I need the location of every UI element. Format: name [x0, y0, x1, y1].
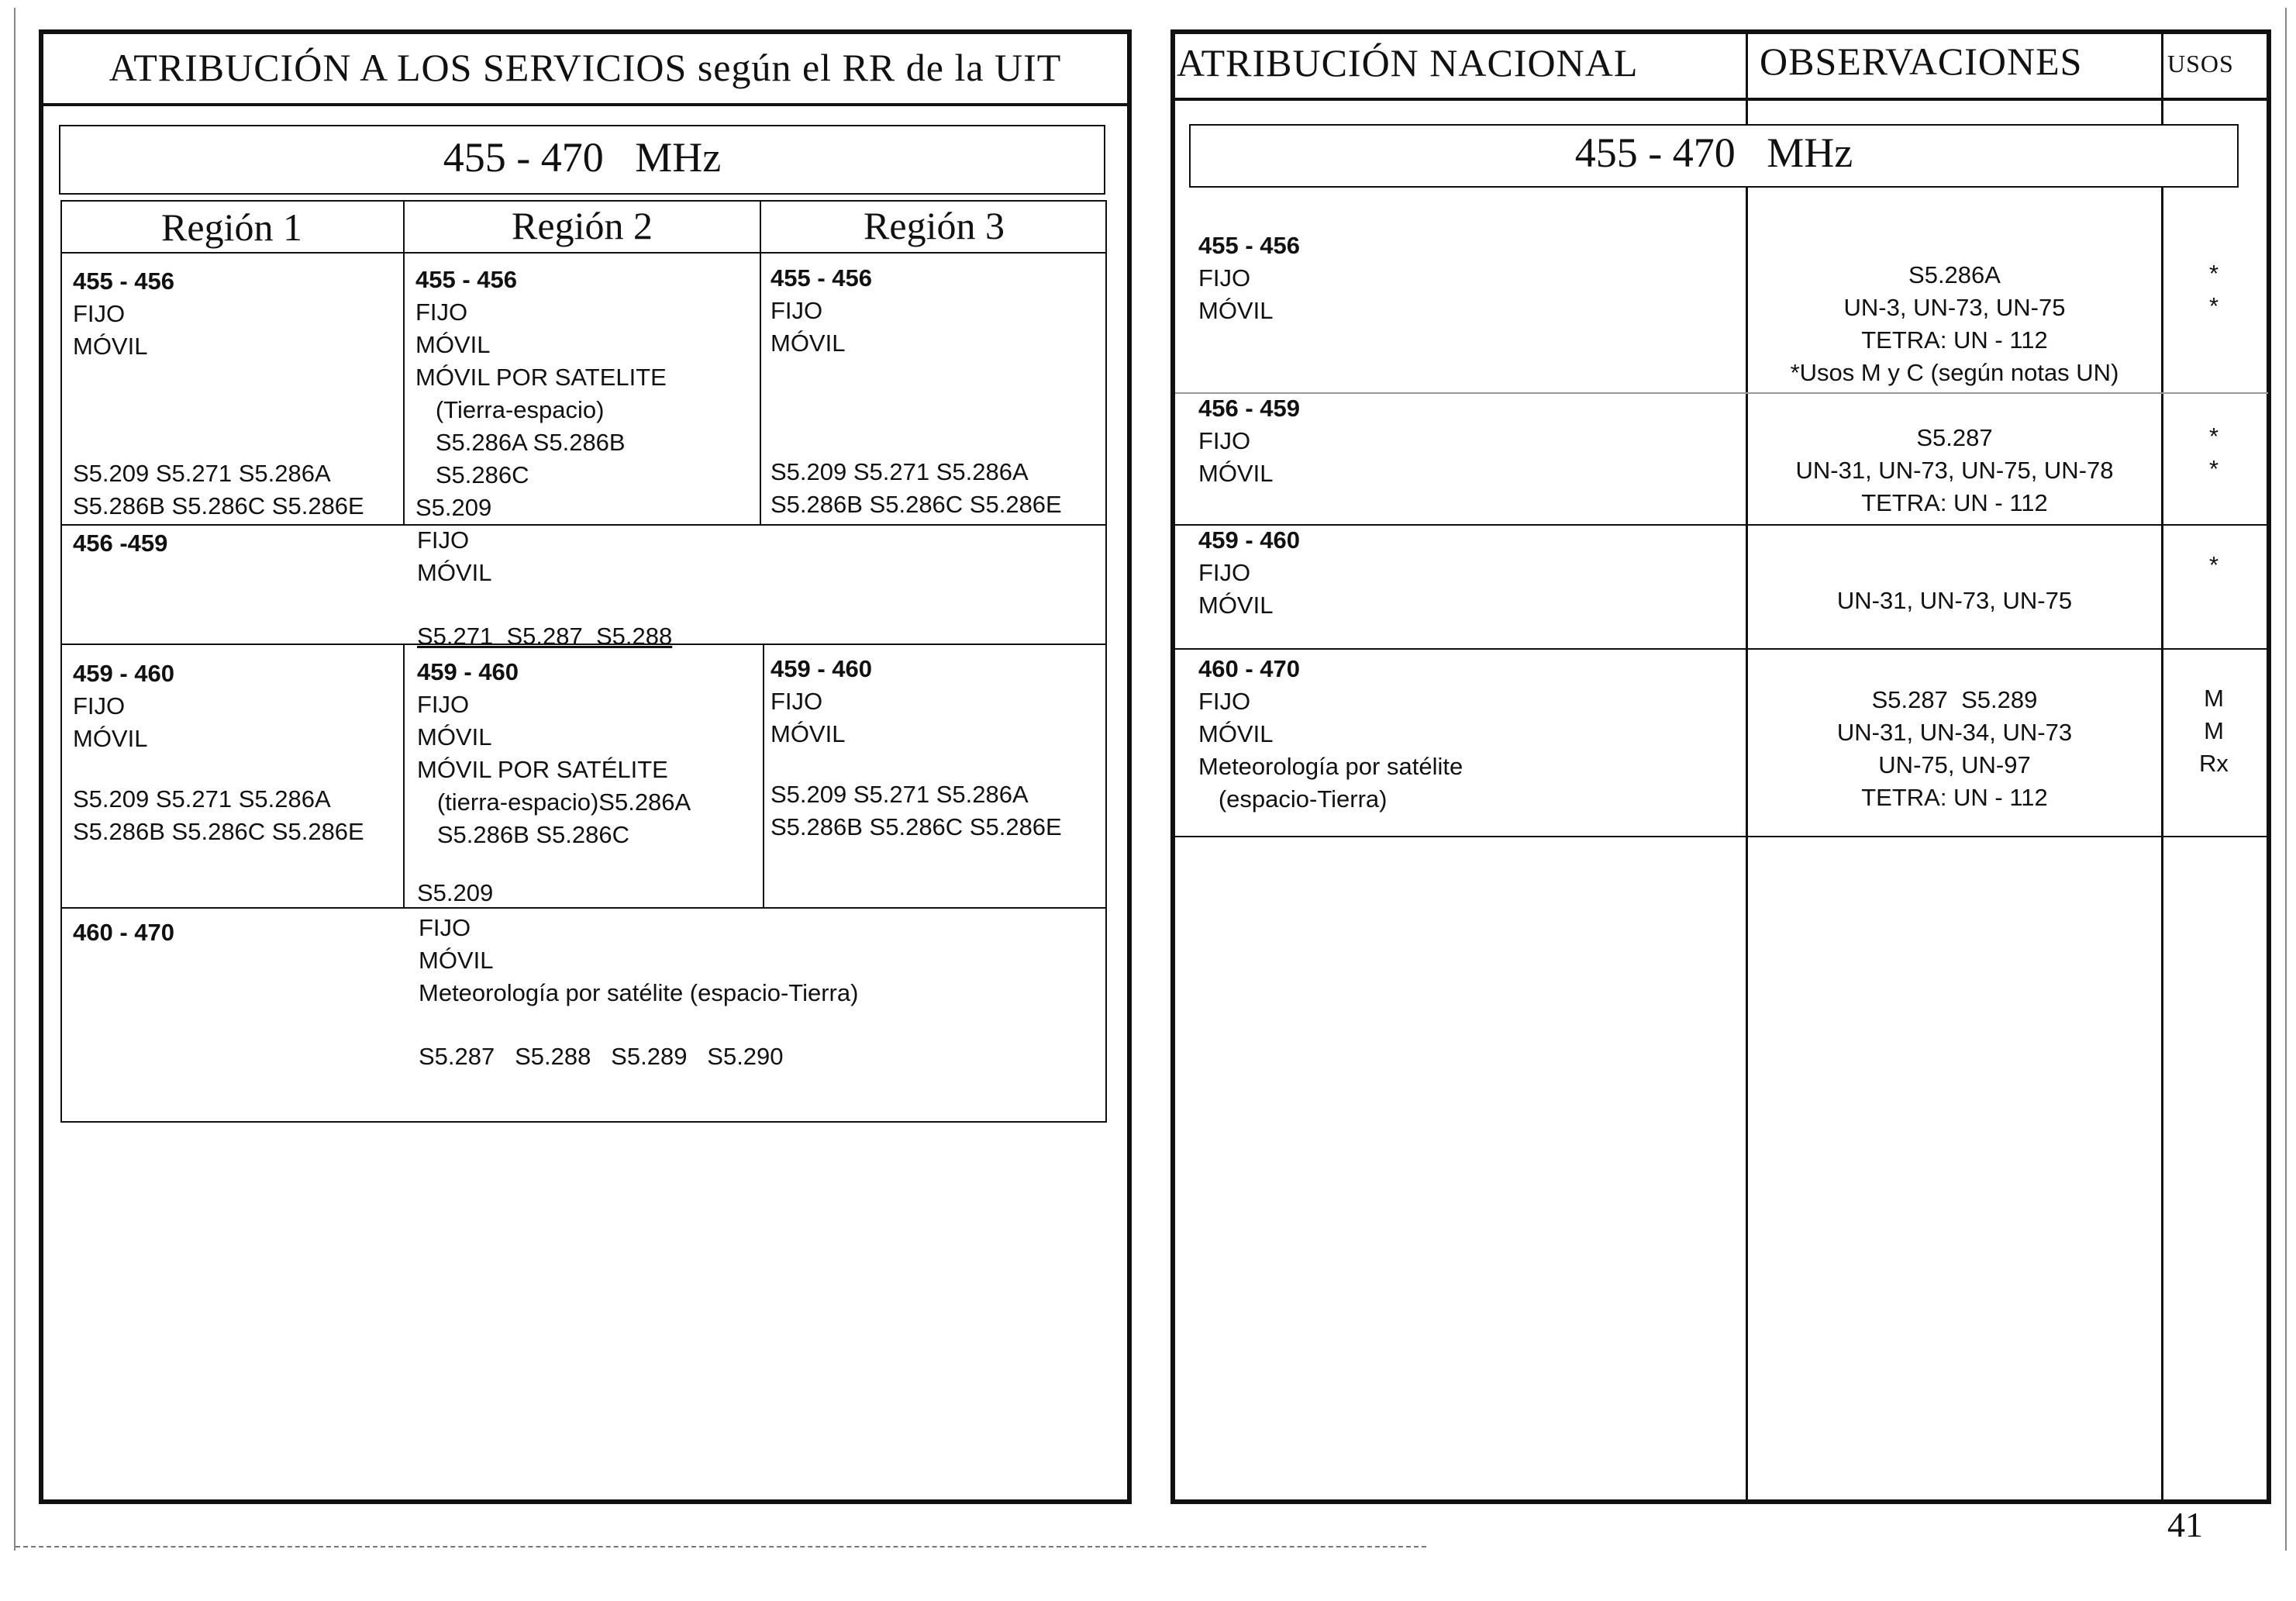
r3-459-freq: 459 - 460: [771, 655, 872, 682]
region-divider-2: [760, 200, 761, 526]
page-number: 41: [2167, 1505, 2203, 1544]
scan-edge-right: [2285, 8, 2287, 1551]
r1-455-services: FIJO MÓVIL: [73, 300, 148, 360]
nac-455-usos: * *: [2208, 260, 2219, 319]
row-456-services: FIJO MÓVIL: [417, 526, 492, 586]
r3-455-notes: S5.209 S5.271 S5.286A S5.286B S5.286C S5.286E: [771, 458, 1062, 518]
r2-459-notes: S5.209: [417, 879, 494, 906]
right-row-divider-3: [1175, 648, 2268, 650]
right-band-label: 455 - 470 MHz: [1574, 129, 1853, 176]
r3-455-services: FIJO MÓVIL: [771, 297, 846, 357]
nac-459-usos: *: [2208, 551, 2219, 578]
nac-456-usos: * *: [2208, 423, 2219, 482]
nac-459-services: FIJO MÓVIL: [1198, 559, 1274, 619]
r2-459-freq: 459 - 460: [417, 658, 519, 685]
nac-455-services: FIJO MÓVIL: [1198, 264, 1274, 324]
nac-460-usos: M M Rx: [2199, 685, 2229, 777]
r2-459-services: FIJO MÓVIL MÓVIL POR SATÉLITE (tierra-espacio)S5.286A S5.286B S5.286C: [417, 691, 691, 848]
region-header-divider: [60, 252, 1107, 254]
right-row-divider-1: [1175, 392, 2268, 394]
region-2-header: Región 2: [512, 204, 653, 247]
usos-title: USOS: [2167, 50, 2234, 78]
right-row-divider-4: [1175, 836, 2268, 837]
row-divider-1: [60, 524, 1107, 526]
nac-456-obs: S5.287 UN-31, UN-73, UN-75, UN-78 TETRA: UN - 112: [1795, 424, 2114, 516]
r2-455-services: FIJO MÓVIL MÓVIL POR SATELITE (Tierra-espacio) S5.286A S5.286B S5.286C S5.209: [415, 298, 667, 521]
nac-460-obs: S5.287 S5.289 UN-31, UN-34, UN-73 UN-75, UN-97 TETRA: UN - 112: [1836, 686, 2073, 811]
row-456-freq: 456 -459: [73, 530, 168, 557]
row-456-notes: S5.271 S5.287 S5.288: [417, 623, 673, 650]
nac-455-obs: S5.286A UN-3, UN-73, UN-75 TETRA: UN - 112 *Usos M y C (según notas UN): [1790, 261, 2119, 386]
observaciones-title: OBSERVACIONES: [1760, 40, 2083, 83]
row-460-notes: S5.287 S5.288 S5.289 S5.290: [419, 1043, 784, 1070]
right-title-divider: [1170, 98, 2271, 101]
row-460-freq: 460 - 470: [73, 919, 174, 946]
region-divider-1: [403, 200, 405, 526]
r3-459-notes: S5.209 S5.271 S5.286A S5.286B S5.286C S5.286E: [771, 781, 1062, 840]
right-row-divider-2: [1175, 524, 2268, 526]
r1-455-notes: S5.209 S5.271 S5.286A S5.286B S5.286C S5.286E: [73, 460, 364, 519]
r1-459-freq: 459 - 460: [73, 660, 174, 687]
left-panel-title: ATRIBUCIÓN A LOS SERVICIOS según el RR de la UIT: [109, 46, 1062, 89]
scan-edge-left: [14, 8, 16, 1551]
nac-460-freq: 460 - 470: [1198, 655, 1300, 682]
r2-455-freq: 455 - 456: [415, 266, 517, 293]
region-divider-1b: [403, 644, 405, 909]
nac-455-freq: 455 - 456: [1198, 232, 1300, 259]
r1-459-notes: S5.209 S5.271 S5.286A S5.286B S5.286C S5.286E: [73, 785, 364, 845]
r3-459-services: FIJO MÓVIL: [771, 688, 846, 747]
nacional-title: ATRIBUCIÓN NACIONAL: [1177, 41, 1639, 85]
nac-460-services: FIJO MÓVIL Meteorología por satélite (espacio-Tierra): [1198, 688, 1463, 813]
left-title-divider: [39, 103, 1132, 106]
nac-459-obs: UN-31, UN-73, UN-75: [1836, 587, 2073, 614]
r3-455-freq: 455 - 456: [771, 264, 872, 292]
left-band-label: 455 - 470 MHz: [443, 134, 722, 181]
row-460-services: FIJO MÓVIL Meteorología por satélite (espacio-Tierra): [419, 914, 859, 1006]
region-3-header: Región 3: [864, 204, 1005, 247]
r1-459-services: FIJO MÓVIL: [73, 692, 148, 752]
nac-456-freq: 456 - 459: [1198, 395, 1300, 422]
nac-456-services: FIJO MÓVIL: [1198, 427, 1274, 487]
region-divider-2b: [763, 644, 764, 909]
row-divider-3: [60, 907, 1107, 909]
r1-455-freq: 455 - 456: [73, 267, 174, 295]
region-1-header: Región 1: [161, 205, 302, 249]
nac-459-freq: 459 - 460: [1198, 526, 1300, 554]
scan-edge-bottom: [16, 1546, 1426, 1548]
